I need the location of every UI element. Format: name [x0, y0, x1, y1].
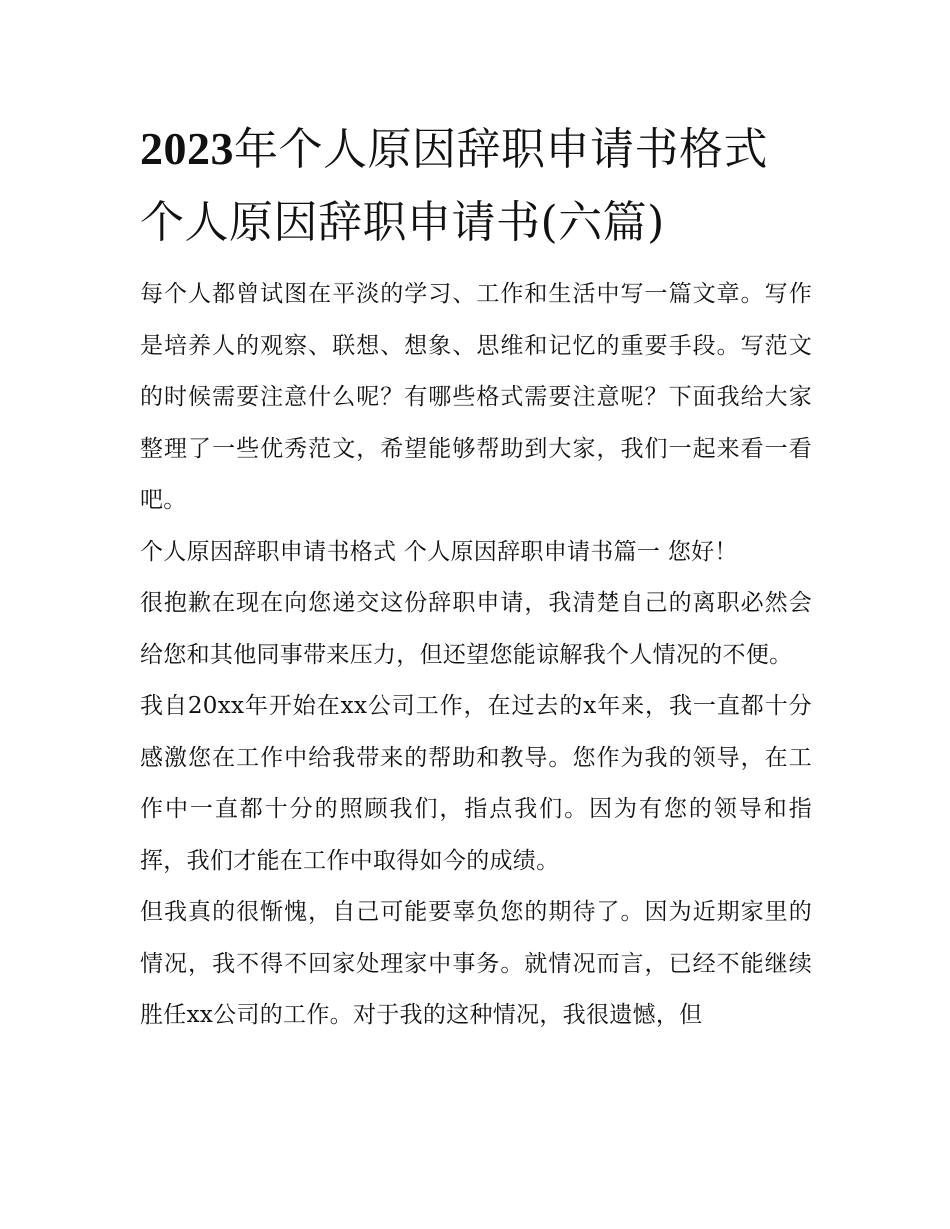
document-content [140, 112, 812, 1042]
paragraph-reason: 但我真的很惭愧，自己可能要辜负您的期待了。因为近期家里的情况，我不得不回家处理家中事务。就情况而言，已经不能继续胜任xx公司的工作。对于我的这种情况，我很遗憾，但 [140, 899, 812, 1028]
title-year: 2023 [140, 123, 234, 174]
paragraph-work-history: 我自20xx年开始在xx公司工作，在过去的x年来，我一直都十分感激您在工作中给我带来的帮助和教导。您作为我的领导，在工作中一直都十分的照顾我们，指点我们。因为有您的领导和指挥，我们才能在工作中取得如今的成绩。 [140, 693, 812, 874]
title-text: 年个人原因辞职申请书格式 个人原因辞职申请书(六篇) [140, 124, 768, 248]
document-title [140, 112, 812, 259]
paragraph-intro: 每个人都曾试图在平淡的学习、工作和生活中写一篇文章。写作是培养人的观察、联想、想象、思维和记忆的重要手段。写范文的时候需要注意什么呢？有哪些格式需要注意呢？下面我给大家整理了一些优秀范文，希望能够帮助到大家，我们一起来看一看吧。 [140, 281, 812, 513]
paragraph-apology: 很抱歉在现在向您递交这份辞职申请，我清楚自己的离职必然会给您和其他同事带来压力，但还望您能谅解我个人情况的不便。 [140, 590, 812, 668]
paragraph-heading-greeting: 个人原因辞职申请书格式 个人原因辞职申请书篇一 您好！ [140, 538, 738, 565]
